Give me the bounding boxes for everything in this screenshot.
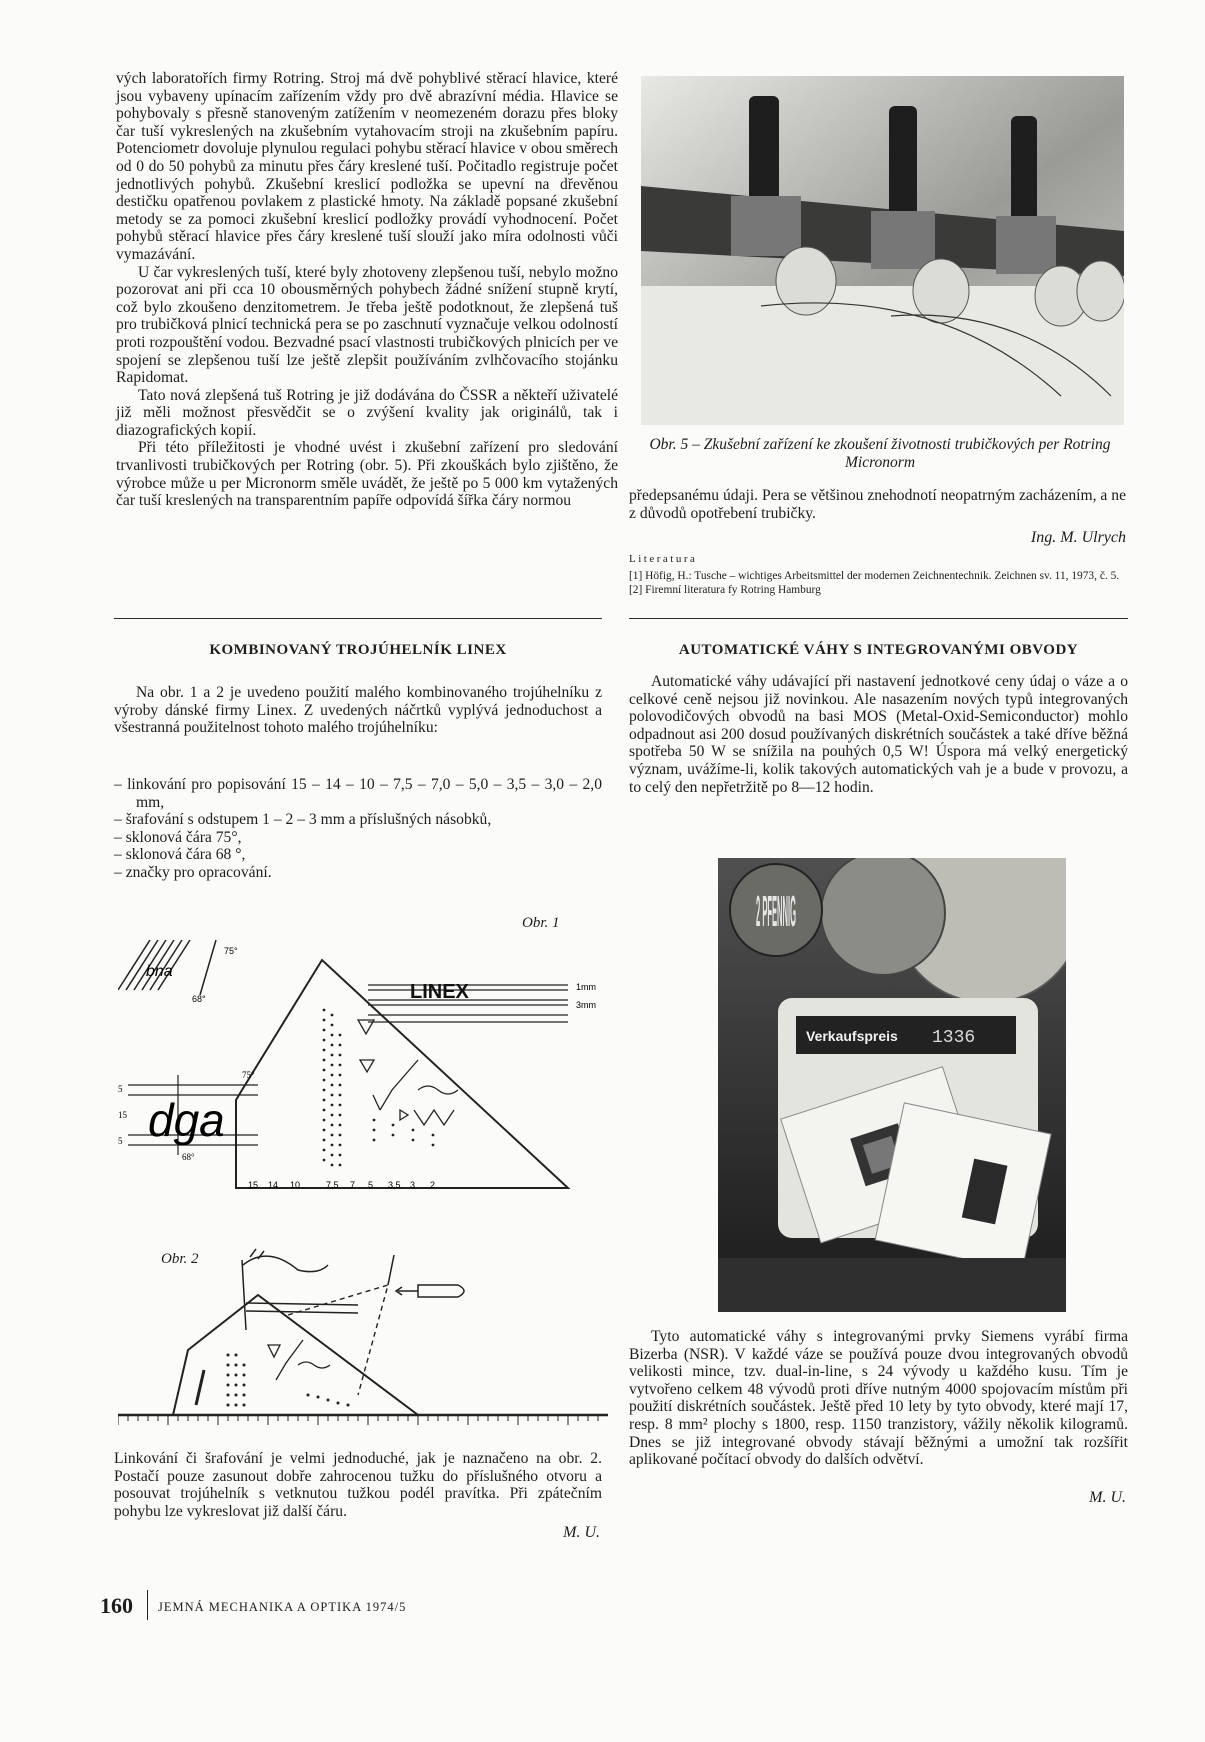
paragraph: Linkování či šrafování je velmi jednoduché, jak je naznačeno na obr. 2. Postačí pouze zasunout dobře zahrocenou tužku do příslušného otvoru a posouvat trojúhelník s vetknutou tužkou podél pravítka. Při zpátečním pohybu lze vykreslovat již další čáru.: [114, 1450, 602, 1520]
linex-outro: [114, 1450, 602, 1520]
scale-label: 14: [268, 1180, 279, 1190]
scales-body: [629, 1328, 1128, 1469]
ruler-ticks: [118, 1415, 598, 1425]
linex-brand: LINEX: [410, 981, 469, 1003]
scale-label: 3,5: [388, 1180, 401, 1190]
top-right-continuation: [629, 487, 1126, 522]
footer-divider: [147, 1590, 148, 1620]
photo-automatic-scales: [718, 858, 1066, 1312]
author-signature: Ing. M. Ulrych: [1030, 529, 1126, 546]
figure-1-linex-triangle: [118, 940, 608, 1195]
linex-author: M. U.: [563, 1524, 600, 1541]
angle-c: 75°: [242, 1070, 255, 1080]
scale-label: 7,5: [326, 1180, 339, 1190]
angle-b: 68°: [192, 994, 206, 1004]
photo-automatic-scales-illustration: [718, 858, 1066, 1312]
triangle-outline: [173, 1295, 418, 1415]
hole-pattern: [323, 1009, 435, 1167]
literature-item: [2] Firemní literatura fy Rotring Hamburg: [629, 583, 821, 596]
display-digits: 1336: [932, 1028, 976, 1048]
literature-item: [1] Höfig, H.: Tusche – wichtiges Arbeitsmittel der modernen Zeichnentechnik. Zeichnen sv. 11, 1973, č. 5.: [629, 570, 1120, 582]
paragraph: Tato nová zlepšená tuš Rotring je již dodávána do ČSSR a někteří uživatelé již měli možnost přesvědčit se o zvýšení kvality jak originálů, tak i diazografických kopií.: [116, 386, 618, 439]
dim-5a: 5: [118, 1084, 123, 1094]
sample-a: bna: [146, 963, 173, 980]
paragraph: Tyto automatické váhy s integrovanými prvky Siemens vyrábí firma Bizerba (NSR). V každé váze se používá pouze dvou integrovaných obvodů velikosti mince, tzv. dual-in-line, s 24 vývody u každého kusu. Tím je vytvořeno celkem 48 vývodů proti dříve nutným 4000 spojovacím místům při použití diskrétních součástek. Ještě před 10 lety by tyto obvody, které mají 17, resp. 8 mm² plochy s 1800, resp. 1150 tranzistory, vážily několik kilogramů. Dnes se již integrované obvody stávají běžnými a umožní tak rozšířit aplikované počítací obvody do dalších odvětví.: [629, 1328, 1128, 1469]
scale-label: 3: [410, 1180, 416, 1190]
scale-label: 10: [290, 1180, 301, 1190]
display-label: Verkaufspreis: [806, 1028, 898, 1044]
figure-2-linex-usage: [118, 1245, 608, 1425]
paragraph: vých laboratořích firmy Rotring. Stroj má dvě pohyblivé stěrací hlavice, které jsou vybaveny upínacím zařízením vždy pro dvě abrazívní média. Hlavice se pohybovaly s přesně stanoveným zatížením v neomezeném dorazu přes bloky čar tuší vykreslených na zkušebním vytahovacím stroji na zkušebním papíru. Potenciometr dovoluje plynulou regulaci pohybu stěrací hlavice v obou směrech od 0 do 50 pohybů za minutu přes čáry kreslené tuší. Počitadlo registruje počet jednotlivých pohybů. Zkušební kreslicí podložka se upevní na dřevěnou destičku opatřenou povlakem z plastické hmoty. Na základě popsané zkušební metody se za pomoci zkušební kreslicí podložky provádí vyhodnocení. Počet pohybů stěrací hlavice přes čáry kreslené tuší slouží jako míra odolnosti vůči vymazávání.: [116, 70, 618, 263]
page-number: 160: [100, 1593, 133, 1618]
figure-5-caption: Obr. 5 – Zkušební zařízení ke zkoušení životnosti trubičkových per Rotring Micronorm: [649, 436, 1111, 471]
angle-d: 68°: [182, 1152, 195, 1162]
list-item: – sklonová čára 75°,: [114, 828, 242, 846]
literature-title: Literatura: [629, 553, 698, 565]
scale-label: 7: [350, 1180, 356, 1190]
paragraph: Automatické váhy udávající při nastavení jednotkové ceny údaj o váze a o celkové ceně nejsou již novinkou. Ale nasazením nových typů integrovaných polovodičových obvodů na basi MOS (Metal-Oxid-Semiconductor) mohlo odpadnout asi 200 dosud používaných diskrétních součástek a také dříve běžná spotřeba 50 W se snížila na pouhých 0,5 W! Úspora má velký energetický význam, uvážíme-li, kolik takových automatických vah je a bude v provozu, a to celý den nepřetržitě po 8—12 hodin.: [629, 673, 1128, 796]
dim-5b: 5: [118, 1136, 123, 1146]
scales-intro: [629, 673, 1128, 796]
paragraph: Na obr. 1 a 2 je uvedeno použití malého kombinovaného trojúhelníku z výroby dánské firmy Linex. Z uvedených náčrtků vyplývá jednoduchost a všestranná použitelnost tohoto malého trojúhelníku:: [114, 684, 602, 737]
list-item: – sklonová čára 68 °,: [114, 846, 246, 864]
list-item: – linkování pro popisování 15 – 14 – 10 – 7,5 – 7,0 – 5,0 – 3,5 – 3,0 – 2,0 mm,: [114, 776, 602, 811]
dim-1mm: 1mm: [576, 982, 596, 992]
journal-name: JEMNÁ MECHANIKA A OPTIKA 1974/5: [158, 1600, 407, 1614]
separator-right: [629, 618, 1128, 619]
hand-with-pencil: [242, 1249, 328, 1330]
figure-2-label: Obr. 2: [161, 1251, 199, 1267]
literature-list: [629, 570, 1126, 597]
figure-1-label: Obr. 1: [522, 915, 560, 931]
scale-label: 15: [248, 1180, 259, 1190]
separator-left: [114, 618, 602, 619]
top-left-column: [116, 70, 618, 510]
angle-a: 75°: [224, 946, 238, 956]
sample-b: dga: [148, 1094, 225, 1146]
hole-pattern: [227, 1354, 350, 1407]
list-item: – značky pro opracování.: [114, 863, 272, 881]
paragraph: Při této příležitosti je vhodné uvést i zkušební zařízení pro sledování trvanlivosti trubičkových per Rotring (obr. 5). Při zkouškách bylo zjištěno, že výrobce může u per Micronorm směle uvádět, že ještě po 5 000 km vytažených čar tuší kreslených na transparentním papíře odpovídá šířka čáry normou: [116, 439, 618, 510]
linex-heading: KOMBINOVANÝ TROJÚHELNÍK LINEX: [209, 642, 507, 658]
paragraph: předepsanému údaji. Pera se většinou znehodnotí neopatrným zacházením, a ne z důvodů opotřebení trubičky.: [629, 487, 1126, 522]
scales-author: M. U.: [1089, 1489, 1126, 1506]
paragraph: U čar vykreslených tuší, které byly zhotoveny zlepšenou tuší, nebylo možno pozorovat ani při cca 10 obousměrných pohybech žádné snížení stupně krytí, což bylo zkoušeno denzitometrem. Je třeba ještě podotknout, že zlepšená tuš pro trubičková plnicí technická pera se po zaschnutí vyznačuje velkou odolností proti rozpouštění vodou. Bezvadné psací vlastnosti trubičkových plnicích per ve spojení se zlepšenou tuší lze ještě zlepšit používáním zvlhčovacího stojánku Rapidomat.: [116, 263, 618, 387]
dim-15: 15: [118, 1110, 127, 1120]
triangle-outline: [236, 960, 568, 1188]
linex-intro: [114, 684, 602, 737]
linex-feature-list: [114, 776, 602, 882]
dim-3mm: 3mm: [576, 1000, 596, 1010]
scale-label: 5: [368, 1180, 374, 1190]
scale-label: 2: [430, 1180, 436, 1190]
scales-heading: AUTOMATICKÉ VÁHY S INTEGROVANÝMI OBVODY: [678, 642, 1079, 658]
coin-text: 2 PFENNIG: [756, 887, 796, 936]
list-item: – šrafování s odstupem 1 – 2 – 3 mm a příslušných násobků,: [114, 811, 492, 829]
photo-rotring-test-device: [641, 76, 1124, 425]
photo-rotring-test-device-illustration: [641, 76, 1124, 425]
